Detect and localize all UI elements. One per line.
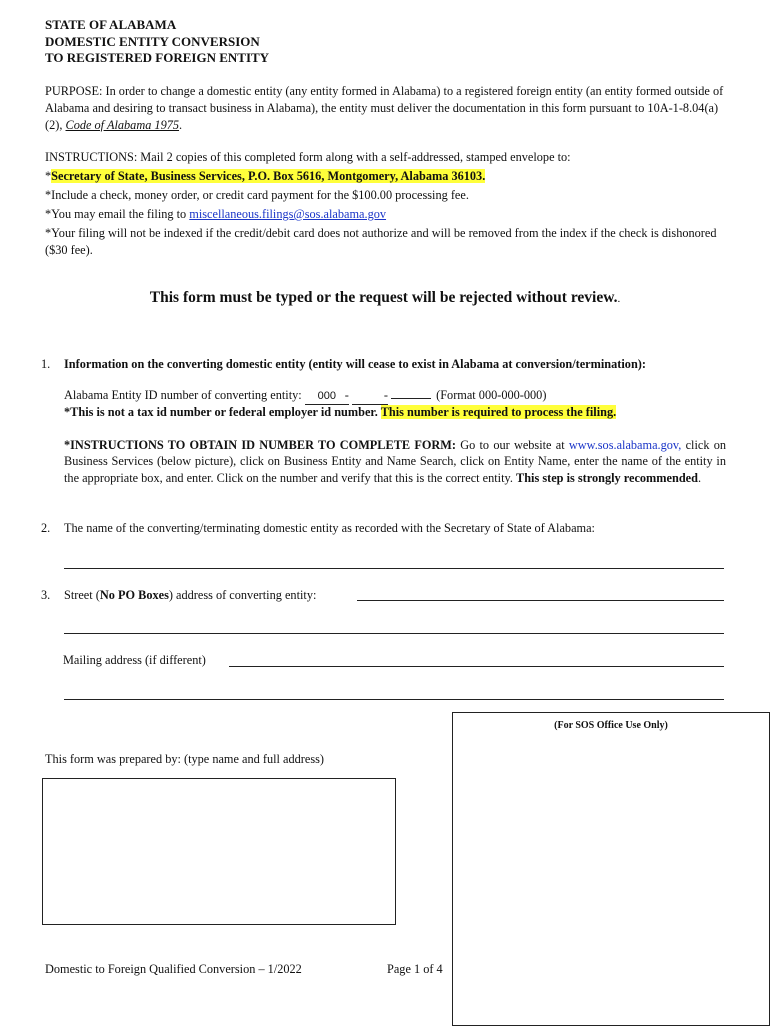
sos-office-use-box bbox=[452, 712, 770, 1026]
sos-office-use-label: (For SOS Office Use Only) bbox=[554, 720, 668, 731]
entity-id-format: (Format 000-000-000) bbox=[436, 388, 547, 402]
header-state: STATE OF ALABAMA bbox=[45, 17, 177, 32]
tax-id-note-row bbox=[64, 404, 744, 421]
entity-id-part3-field[interactable] bbox=[391, 398, 431, 399]
street-address-field[interactable] bbox=[357, 585, 724, 601]
id-lookup-text-b: click on Business Services (below picture), click on Business Entity and Name Search, click on Entity Name, enter the name of the entity in the appropriate box, and enter. Click on the number and verify that this is the correct entity. bbox=[64, 438, 726, 485]
id-required-note: This number is required to process the filing. bbox=[380, 405, 617, 419]
prepared-by-label: This form was prepared by: (type name and full address) bbox=[45, 752, 324, 766]
no-po-boxes: No PO Boxes bbox=[99, 588, 169, 602]
street-label-b: ) address of converting entity: bbox=[168, 588, 317, 602]
entity-id-label: Alabama Entity ID number of converting entity: bbox=[64, 388, 302, 402]
instructions-intro: INSTRUCTIONS: Mail 2 copies of this completed form along with a self-addressed, stamped envelope to: bbox=[45, 150, 571, 164]
street-address-label bbox=[64, 587, 316, 604]
mailing-address-line-2 bbox=[64, 699, 724, 700]
typed-notice-text: This form must be typed or the request will be rejected without review. bbox=[149, 289, 618, 306]
typed-notice bbox=[0, 287, 770, 308]
entity-id-separator-1: - bbox=[344, 388, 349, 402]
instructions-block bbox=[45, 149, 735, 259]
mailing-address-field[interactable] bbox=[229, 650, 724, 666]
entity-id-part2-field[interactable]: - bbox=[352, 387, 388, 405]
email-note bbox=[45, 206, 735, 223]
footer-page-number: Page 1 of 4 bbox=[387, 962, 443, 976]
tax-id-note: *This is not a tax id number or federal employer id number. bbox=[64, 405, 378, 419]
mailing-address-line bbox=[229, 666, 724, 667]
prepared-by-field[interactable] bbox=[42, 778, 396, 925]
header-title: DOMESTIC ENTITY CONVERSION bbox=[45, 33, 260, 49]
email-link[interactable]: miscellaneous.filings@sos.alabama.gov bbox=[189, 206, 387, 221]
email-prefix: *You may email the filing to bbox=[45, 206, 190, 221]
id-lookup-text-a: Go to our website at bbox=[456, 438, 569, 452]
section3-number: 3. bbox=[41, 588, 51, 602]
street-label-a: Street ( bbox=[64, 588, 100, 602]
purpose-text: PURPOSE: In order to change a domestic entity (any entity formed in Alabama) to a registered foreign entity (an entity formed outside of Alabama and desiring to transact business in Alabama), the entity must deliver the documentation in this form pursuant to 10A-1-8.04(a)(2), bbox=[45, 84, 724, 132]
entity-id-part1-field[interactable]: 000 bbox=[305, 389, 349, 405]
fee-note: *Include a check, money order, or credit card payment for the $100.00 processing fee. bbox=[45, 187, 469, 202]
address-star: * bbox=[45, 168, 52, 183]
strongly-recommended: This step is strongly recommended bbox=[516, 470, 698, 485]
code-reference: Code of Alabama 1975 bbox=[65, 117, 180, 132]
recommend-end: . bbox=[697, 470, 702, 485]
entity-name-field[interactable] bbox=[64, 551, 724, 567]
entity-id-row bbox=[64, 387, 744, 405]
header-subtitle: TO REGISTERED FOREIGN ENTITY bbox=[45, 50, 270, 65]
footer-form-name: Domestic to Foreign Qualified Conversion – 1/2022 bbox=[45, 962, 302, 976]
mailing-address-field-2[interactable] bbox=[64, 683, 724, 699]
id-lookup-instructions bbox=[64, 437, 726, 486]
purpose-paragraph bbox=[45, 83, 735, 134]
mailing-address-label: Mailing address (if different) bbox=[63, 653, 206, 667]
indexed-note: *Your filing will not be indexed if the credit/debit card does not authorize and will be removed from the index if the check is dishonored ($30 fee). bbox=[45, 225, 717, 257]
typed-notice-trailing: . bbox=[617, 293, 621, 305]
form-header bbox=[45, 17, 269, 67]
section1-number: 1. bbox=[41, 357, 51, 371]
street-address-line bbox=[357, 600, 724, 601]
section1-heading: Information on the converting domestic entity (entity will cease to exist in Alabama at conversion/termination): bbox=[64, 357, 646, 371]
street-address-field-2[interactable] bbox=[64, 617, 724, 633]
street-address-line-2 bbox=[64, 633, 724, 634]
mailing-address-line bbox=[45, 168, 735, 185]
purpose-end: . bbox=[179, 117, 183, 132]
section2-label: The name of the converting/terminating domestic entity as recorded with the Secretary of State of Alabama: bbox=[64, 521, 595, 535]
id-lookup-heading: *INSTRUCTIONS TO OBTAIN ID NUMBER TO COMPLETE FORM: bbox=[64, 438, 457, 452]
sos-mailing-address: Secretary of State, Business Services, P.O. Box 5616, Montgomery, Alabama 36103. bbox=[51, 168, 486, 183]
sos-website-link[interactable]: www.sos.alabama.gov, bbox=[568, 438, 682, 452]
section2-number: 2. bbox=[41, 521, 51, 535]
entity-name-line bbox=[64, 568, 724, 569]
